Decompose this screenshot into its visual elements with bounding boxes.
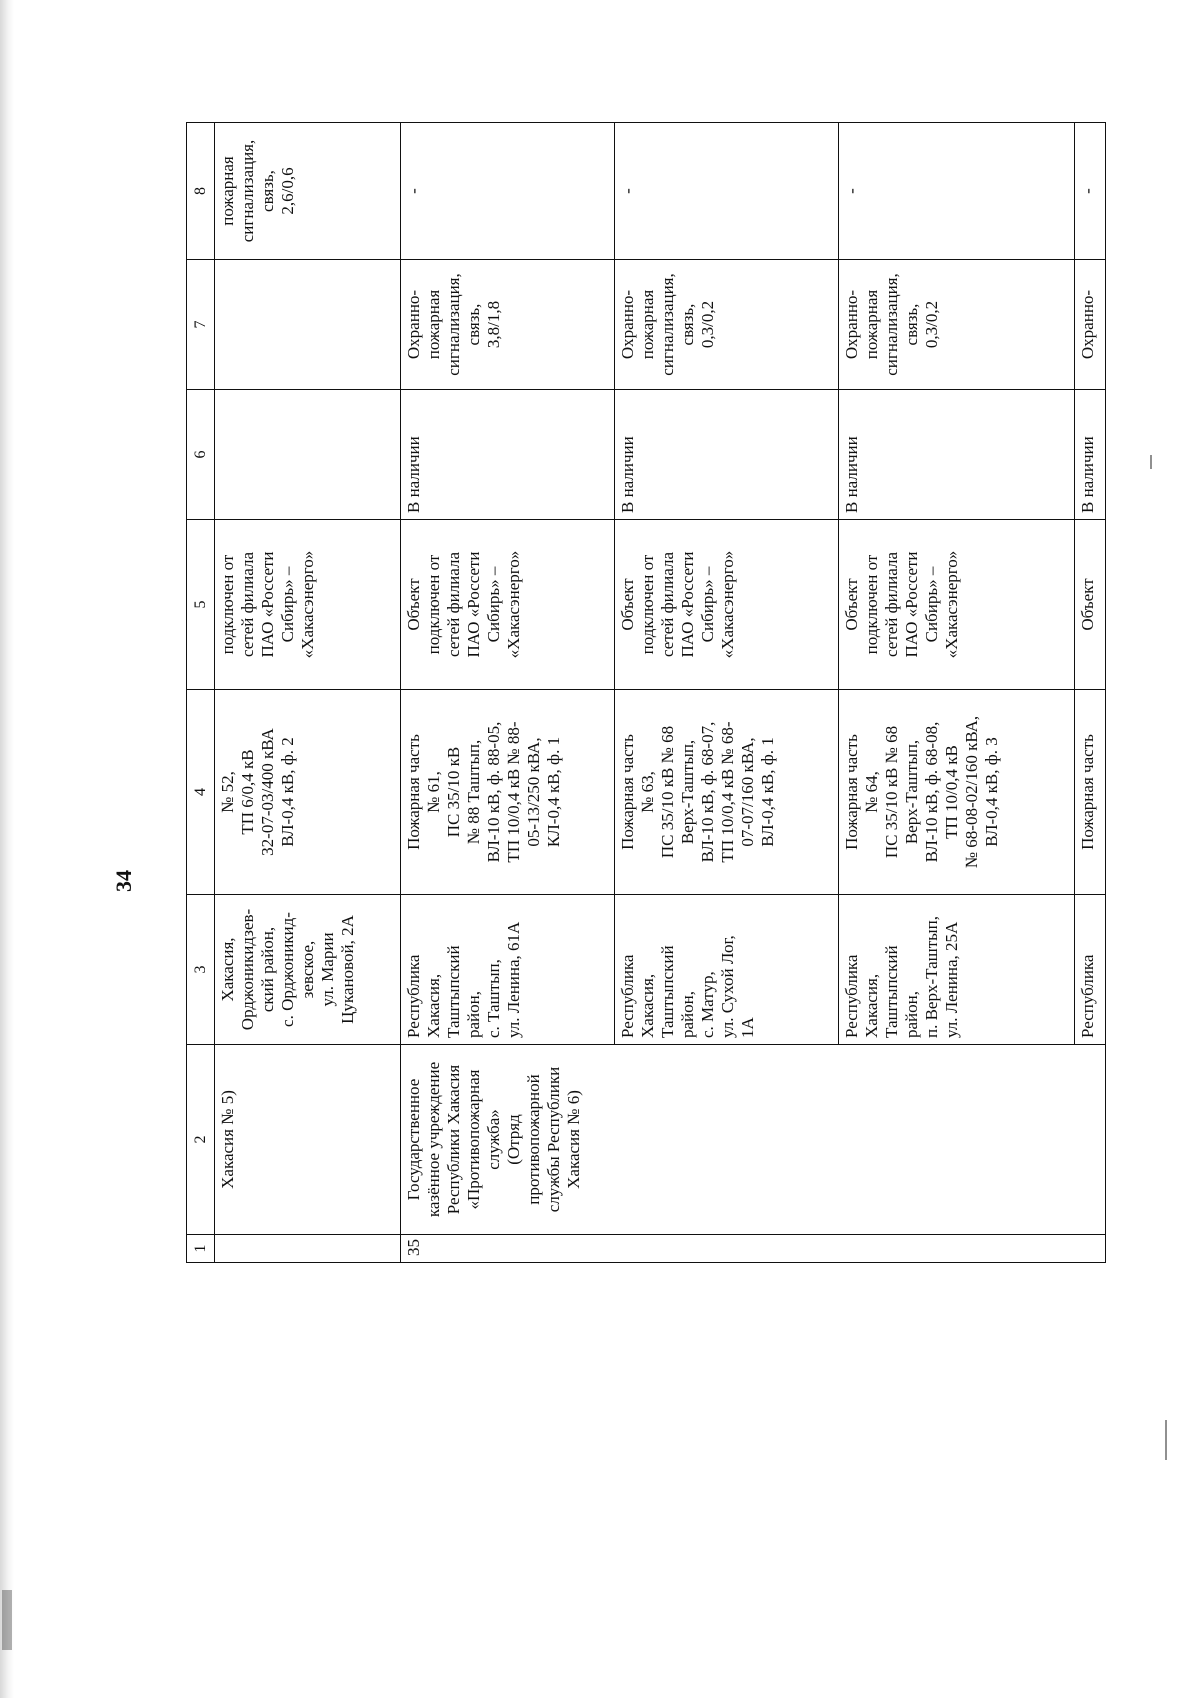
row-number-cell	[1074, 1235, 1105, 1263]
table-row	[838, 123, 1074, 1263]
header-cell: 6	[187, 390, 215, 520]
rotated-table-container	[186, 123, 1106, 1263]
extra-cell: пожарная сигнализация, связь, 2,6/0,6	[215, 123, 401, 260]
header-cell: 1	[187, 1235, 215, 1263]
header-cell: 4	[187, 690, 215, 895]
address-cell: Республика Хакасия, Таштыпский район, п. Верх-Таштып, ул. Ленина, 25А	[838, 895, 1074, 1045]
address-cell: Республика Хакасия, Таштыпский район, с. Таштып, ул. Ленина, 61А	[400, 895, 614, 1045]
table-row	[1074, 123, 1105, 1263]
header-row	[187, 123, 215, 1263]
extra-cell: -	[614, 123, 838, 260]
scan-artifact	[1165, 1420, 1167, 1460]
signaling-cell: Охранно- пожарная сигнализация, связь, 0,3/0,2	[614, 260, 838, 390]
extra-cell: -	[400, 123, 614, 260]
connection-cell: Объект подключен от сетей филиала ПАО «Россети Сибирь» – «Хакасэнерго»	[614, 520, 838, 690]
connection-cell: подключен от сетей филиала ПАО «Россети Сибирь» – «Хакасэнерго»	[215, 520, 401, 690]
row-number-cell: 35	[400, 1235, 614, 1263]
organization-cell	[1074, 1045, 1105, 1235]
extra-cell: -	[1074, 123, 1105, 260]
address-cell: Хакасия, Орджоникидзев- ский район, с. Орджоникид- зевское, ул. Марии Цукановой, 2А	[215, 895, 401, 1045]
organization-cell: Государственное казённое учреждение Республики Хакасия «Противопожарная служба» (Отряд противопожарной службы Республики Хакасия № 6)	[400, 1045, 614, 1235]
page-number: 34	[111, 870, 136, 892]
row-number-cell	[215, 1235, 401, 1263]
availability-cell: В наличии	[614, 390, 838, 520]
header-cell: 2	[187, 1045, 215, 1235]
header-cell: 8	[187, 123, 215, 260]
signaling-cell	[215, 260, 401, 390]
header-cell: 5	[187, 520, 215, 690]
power-source-cell: Пожарная часть	[1074, 690, 1105, 895]
header-cell: 7	[187, 260, 215, 390]
address-cell: Республика	[1074, 895, 1105, 1045]
scan-edge	[0, 0, 14, 1698]
availability-cell: В наличии	[1074, 390, 1105, 520]
signaling-cell: Охранно-	[1074, 260, 1105, 390]
table-frame	[186, 123, 1106, 1263]
signaling-cell: Охранно- пожарная сигнализация, связь, 3,8/1,8	[400, 260, 614, 390]
power-source-cell: № 52, ТП 6/0,4 кВ 32-07-03/400 кВА ВЛ-0,4 кВ, ф. 2	[215, 690, 401, 895]
organization-cell	[838, 1045, 1074, 1235]
row-number-cell	[838, 1235, 1074, 1263]
signaling-cell: Охранно- пожарная сигнализация, связь, 0,3/0,2	[838, 260, 1074, 390]
organization-cell	[614, 1045, 838, 1235]
data-table	[186, 122, 1106, 1263]
header-cell: 3	[187, 895, 215, 1045]
availability-cell: В наличии	[400, 390, 614, 520]
connection-cell: Объект подключен от сетей филиала ПАО «Россети Сибирь» – «Хакасэнерго»	[400, 520, 614, 690]
scan-artifact	[1150, 455, 1152, 469]
power-source-cell: Пожарная часть № 61, ПС 35/10 кВ № 88 Таштып, ВЛ-10 кВ, ф. 88-05, ТП 10/0,4 кВ № 88- 05-13/250 кВА, КЛ-0,4 кВ, ф. 1	[400, 690, 614, 895]
extra-cell: -	[838, 123, 1074, 260]
table-row	[400, 123, 614, 1263]
connection-cell: Объект подключен от сетей филиала ПАО «Россети Сибирь» – «Хакасэнерго»	[838, 520, 1074, 690]
power-source-cell: Пожарная часть № 63, ПС 35/10 кВ № 68 Верх-Таштып, ВЛ-10 кВ, ф. 68-07, ТП 10/0,4 кВ № 68- 07-07/160 кВА, ВЛ-0,4 кВ, ф. 1	[614, 690, 838, 895]
availability-cell	[215, 390, 401, 520]
power-source-cell: Пожарная часть № 64, ПС 35/10 кВ № 68 Верх-Таштып, ВЛ-10 кВ, ф. 68-08, ТП 10/0,4 кВ № 68-08-02/160 кВА, ВЛ-0,4 кВ, ф. 3	[838, 690, 1074, 895]
table-row	[215, 123, 401, 1263]
connection-cell: Объект	[1074, 520, 1105, 690]
scan-artifact	[2, 1590, 12, 1650]
availability-cell: В наличии	[838, 390, 1074, 520]
table-row	[614, 123, 838, 1263]
address-cell: Республика Хакасия, Таштыпский район, с. Матур, ул. Сухой Лог, 1А	[614, 895, 838, 1045]
row-number-cell	[614, 1235, 838, 1263]
organization-cell: Хакасия № 5)	[215, 1045, 401, 1235]
